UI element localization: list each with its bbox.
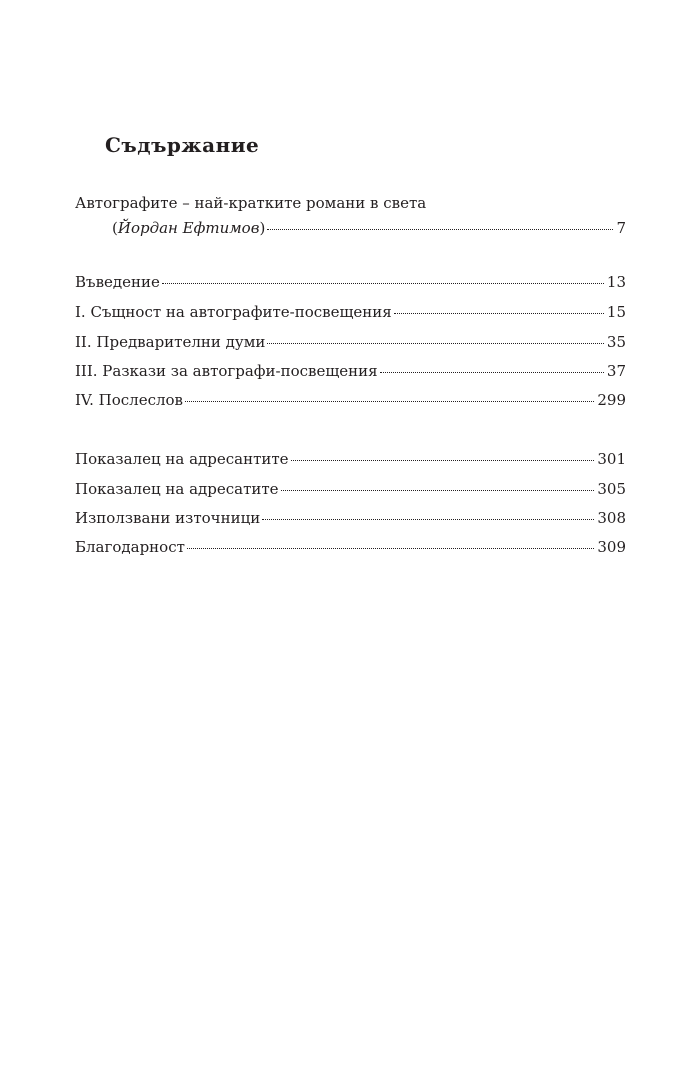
dot-leader	[291, 460, 595, 461]
toc-entry	[75, 537, 626, 557]
page-number: 305	[597, 480, 626, 498]
page-number: 15	[606, 303, 626, 321]
toc-entry	[75, 508, 626, 528]
dot-leader	[394, 313, 604, 314]
toc-entry	[75, 332, 626, 352]
page-number: 7	[616, 219, 626, 237]
table-of-contents	[75, 193, 626, 563]
toc-entry-label: III. Разкази за автографи-посвещения	[75, 362, 378, 380]
paren-close: )	[259, 219, 266, 237]
page-number: 37	[606, 362, 626, 380]
dot-leader	[380, 372, 604, 373]
toc-entry-intro-author	[75, 218, 626, 238]
toc-entry	[75, 479, 626, 499]
toc-entry-label: Въведение	[75, 273, 160, 291]
toc-entry-label: Използвани източници	[75, 509, 261, 527]
dot-leader	[267, 229, 613, 230]
page-number: 299	[597, 391, 626, 409]
toc-entry-label: II. Предварителни думи	[75, 333, 266, 351]
toc-entry-label: I. Същност на автографите-посвещения	[75, 303, 392, 321]
toc-entry-label: Автографите – най-кратките романи в света	[75, 194, 427, 212]
toc-entry-label: Показалец на адресантите	[75, 450, 289, 468]
toc-entry	[75, 361, 626, 381]
toc-entry-intro-title	[75, 193, 626, 213]
toc-entry	[75, 449, 626, 469]
toc-entry-label: Показалец на адресатите	[75, 480, 279, 498]
page-number: 13	[606, 273, 626, 291]
toc-entry-author	[112, 218, 265, 238]
dot-leader	[281, 490, 595, 491]
page-title: Съдържание	[105, 133, 260, 157]
dot-leader	[162, 283, 604, 284]
page-number: 301	[597, 450, 626, 468]
toc-entry	[75, 272, 626, 292]
page-number: 35	[606, 333, 626, 351]
paren-open: (	[112, 219, 118, 237]
toc-entry	[75, 390, 626, 410]
author-name: Йордан Ефтимов	[117, 219, 260, 237]
dot-leader	[262, 519, 594, 520]
toc-entry-label: Благодарност	[75, 538, 185, 556]
page-number: 309	[597, 538, 626, 556]
toc-entry-label: IV. Послеслов	[75, 391, 183, 409]
page-number: 308	[597, 509, 626, 527]
dot-leader	[267, 343, 604, 344]
dot-leader	[185, 401, 594, 402]
dot-leader	[187, 548, 594, 549]
toc-entry	[75, 302, 626, 322]
